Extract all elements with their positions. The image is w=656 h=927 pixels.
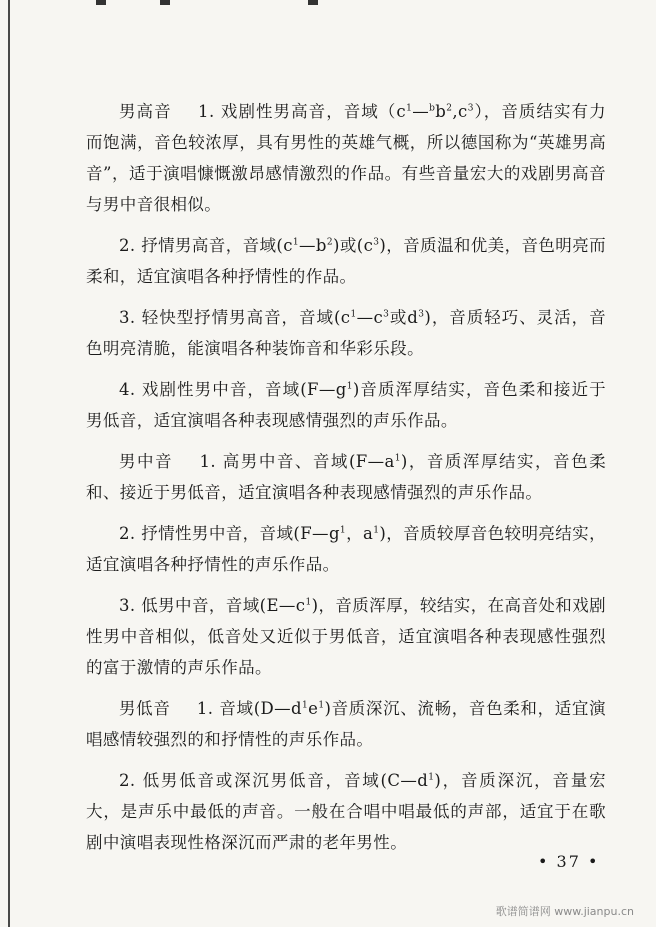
superscript: 1 [394, 453, 401, 464]
superscript: b [429, 103, 436, 114]
superscript: 3 [373, 237, 380, 248]
text-run: ,c [452, 102, 468, 121]
text-run: )音质浑厚结实，音色柔和接近于男低音，适宜演唱各种表现感情强烈的声乐作品。 [86, 380, 606, 430]
text-run: )，音质浑厚，较结实，在高音处和戏剧性男中音相似，低音处又近似于男低音，适宜演唱各种表现感性强烈的富于激情的声乐作品。 [86, 596, 607, 677]
superscript: 1 [305, 597, 312, 608]
superscript: 1 [406, 103, 413, 114]
text-run: 3. 低男中音，音域(E—c [119, 596, 306, 615]
page-edge-line [8, 0, 10, 927]
superscript: 1 [318, 700, 325, 711]
text-run: 4. 戏剧性男中音，音域(F—g [119, 380, 347, 399]
text-run: )或(c [333, 236, 374, 255]
text-run: )，音质浑厚结实，音色柔和、接近于男低音，适宜演唱各种表现感情强烈的声乐作品。 [86, 452, 606, 502]
superscript: 1 [292, 237, 300, 248]
paragraph-p8 [86, 693, 606, 755]
text-run: )，音质深沉，音量宏大，是声乐中最低的声音。一般在合唱中唱最低的声部，适宜于在歌剧中演唱表现性格深沉而严肃的老年男性。 [86, 771, 606, 852]
superscript: 1 [373, 525, 380, 536]
text-run: 或d [389, 308, 419, 327]
superscript: 1 [346, 381, 353, 392]
voice-category: 男中音 [119, 452, 174, 471]
paragraph-p7 [86, 590, 606, 683]
paragraph-p2 [86, 230, 606, 292]
superscript: 3 [383, 309, 390, 320]
watermark: 歌谱简谱网 www.jianpu.cn [495, 905, 634, 918]
voice-category: 男低音 [119, 699, 171, 718]
superscript: 2 [326, 237, 334, 248]
text-run: )，音质温和优美，音色明亮而柔和，适宜演唱各种抒情性的作品。 [86, 236, 606, 286]
top-crop-mark [160, 0, 170, 5]
text-run: ，a [346, 524, 374, 543]
document-body [86, 96, 606, 868]
text-run: —b [299, 236, 327, 255]
superscript: 1 [428, 772, 435, 783]
paragraph-p4 [86, 374, 606, 436]
text-run: )，音质较厚音色较明亮结实，适宜演唱各种抒情性的声乐作品。 [86, 524, 606, 574]
text-run: —c [356, 308, 384, 327]
paragraph-p3 [86, 302, 606, 364]
superscript: 2 [446, 103, 453, 114]
text-run: 2. 抒情男高音，音域(c [119, 236, 293, 255]
superscript: 3 [467, 103, 474, 114]
superscript: 1 [302, 700, 309, 711]
text-run: 1. 音域(D—d [196, 699, 303, 718]
text-run: — [412, 102, 430, 121]
text-run: )，音质轻巧、灵活，音色明亮清脆，能演唱各种装饰音和华彩乐段。 [86, 308, 606, 358]
text-run: b [435, 102, 447, 121]
paragraph-p1 [86, 96, 606, 220]
text-run: 2. 抒情性男中音，音域(F—g [119, 524, 340, 543]
text-run: 3. 轻快型抒情男高音，音域(c [119, 308, 351, 327]
text-run: )音质深沉、流畅，音色柔和，适宜演唱感情较强烈的和抒情性的声乐作品。 [86, 699, 606, 749]
paragraph-p6 [86, 518, 606, 580]
superscript: 3 [418, 309, 425, 320]
top-crop-mark [308, 0, 318, 5]
paragraph-p5 [86, 446, 606, 508]
page-number: • 37 • [538, 852, 600, 871]
superscript: 1 [339, 525, 347, 536]
text-run: 2. 低男低音或深沉男低音，音域(C—d [119, 771, 429, 790]
top-crop-mark [96, 0, 106, 5]
text-run: 1. 高男中音、音域(F—a [199, 452, 395, 471]
voice-category: 男高音 [119, 102, 172, 121]
text-run: ），音质结实有力而饱满，音色较浓厚，具有男性的英雄气概，所以德国称为“英雄男高音”，适于演唱慷慨激昂感情激烈的作品。有些音量宏大的戏剧男高音与男中音很相似。 [86, 102, 606, 214]
text-run: e [308, 699, 319, 718]
superscript: 1 [350, 309, 357, 320]
text-run: 1. 戏剧性男高音，音域（c [198, 102, 407, 121]
paragraph-p9 [86, 765, 606, 858]
